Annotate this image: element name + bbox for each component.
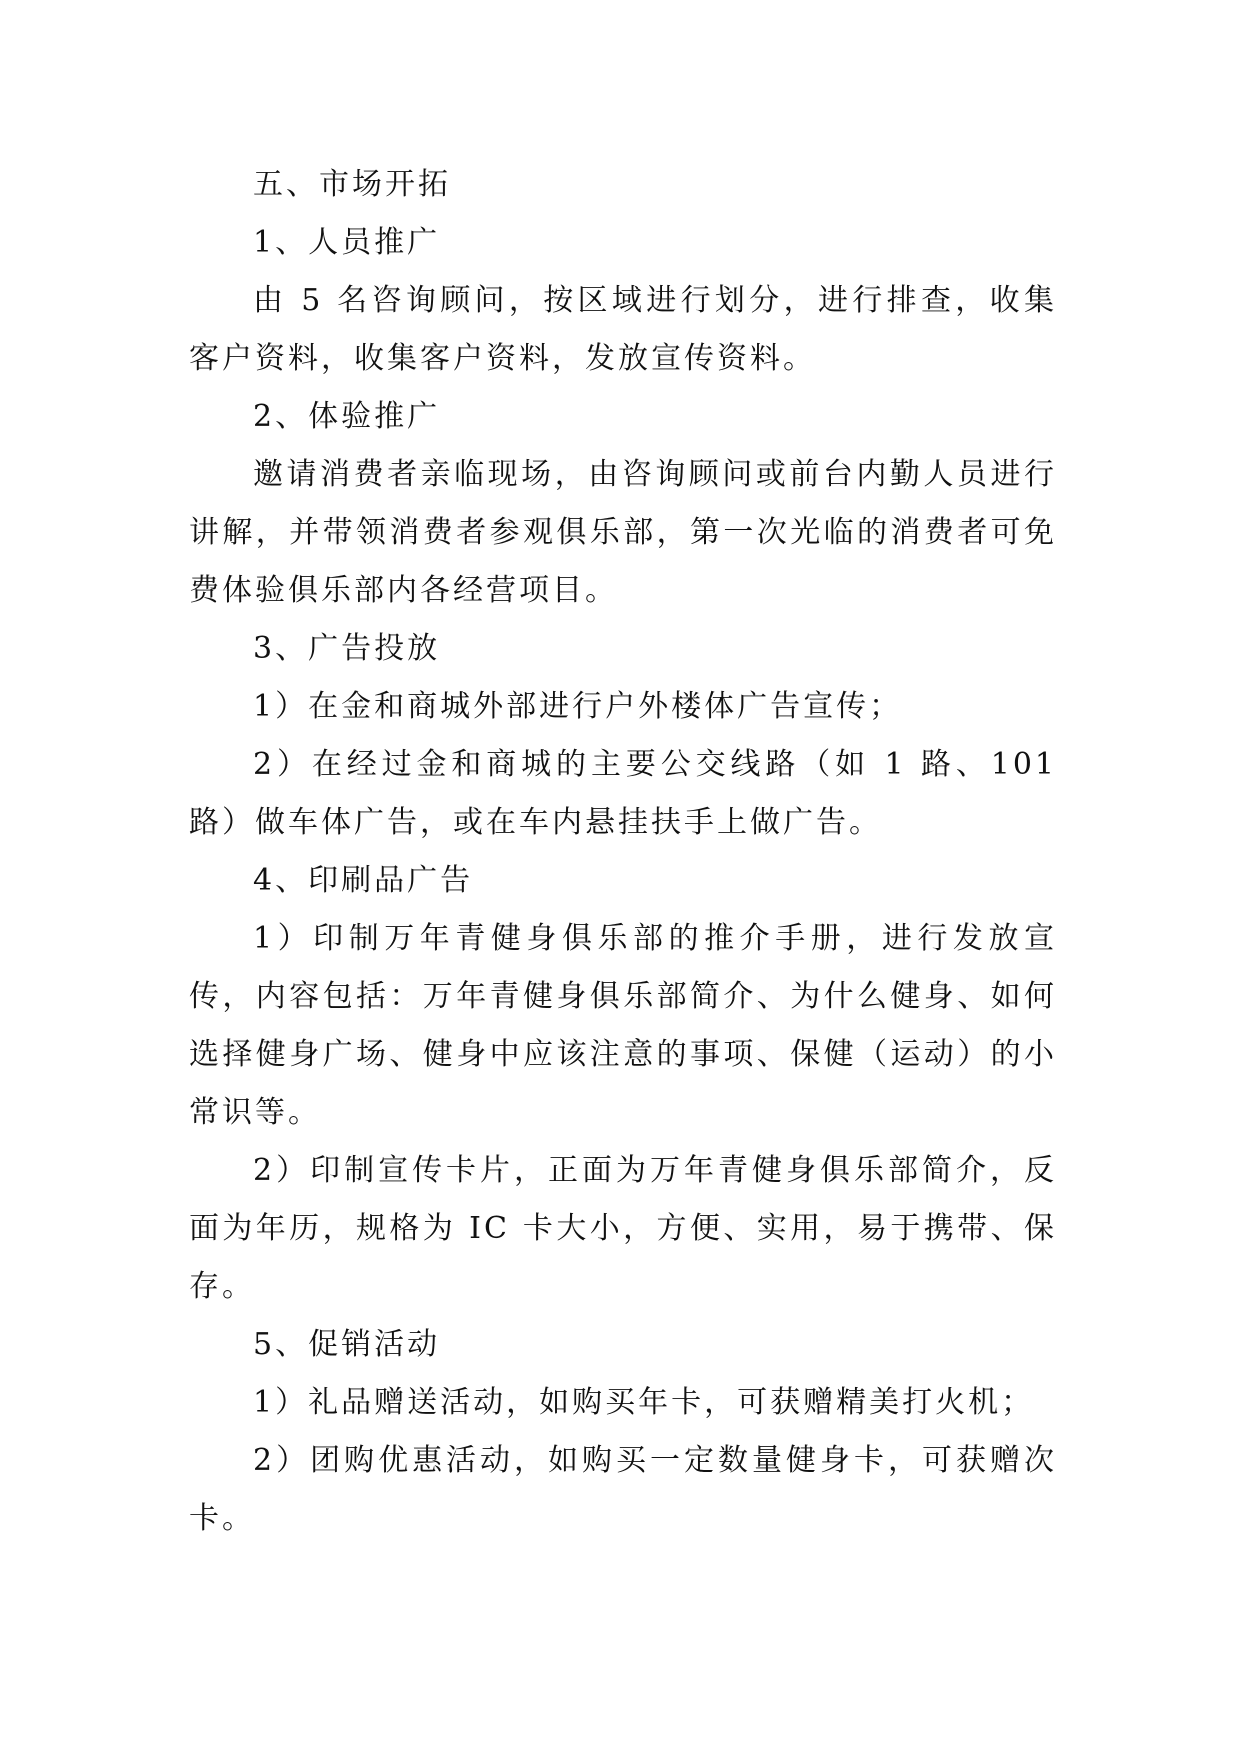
paragraph-advertising-item-2: 2）在经过金和商城的主要公交线路（如 1 路、101 路）做车体广告，或在车内悬挂扶手上做广告。 [189,747,1057,840]
paragraph-promotion-item-1: 1）礼品赠送活动，如购买年卡，可获赠精美打火机； [253,1385,1035,1420]
subheading-advertising: 3、广告投放 [253,631,441,666]
paragraph-advertising-item-1: 1）在金和商城外部进行户外楼体广告宣传； [253,689,903,724]
subheading-experience-promotion: 2、体验推广 [253,399,441,434]
paragraph-promotion-item-2: 2）团购优惠活动，如购买一定数量健身卡，可获赠次卡。 [189,1443,1057,1536]
paragraph-print-item-2: 2）印制宣传卡片，正面为万年青健身俱乐部简介，反面为年历，规格为 IC 卡大小，方便、实用，易于携带、保存。 [189,1153,1057,1304]
document-page [189,156,1057,1548]
subheading-print-advertising: 4、印刷品广告 [253,863,474,898]
subheading-personnel-promotion: 1、人员推广 [253,225,441,260]
section-heading-market-expansion: 五、市场开拓 [253,167,451,202]
subheading-promotions: 5、促销活动 [253,1327,441,1362]
paragraph-personnel-promotion: 由 5 名咨询顾问，按区域进行划分，进行排查，收集客户资料，收集客户资料，发放宣传资料。 [189,283,1057,376]
paragraph-print-item-1: 1）印制万年青健身俱乐部的推介手册，进行发放宣传，内容包括：万年青健身俱乐部简介、为什么健身、如何选择健身广场、健身中应该注意的事项、保健（运动）的小常识等。 [189,921,1057,1130]
paragraph-experience-promotion: 邀请消费者亲临现场，由咨询顾问或前台内勤人员进行讲解，并带领消费者参观俱乐部，第一次光临的消费者可免费体验俱乐部内各经营项目。 [189,457,1057,608]
